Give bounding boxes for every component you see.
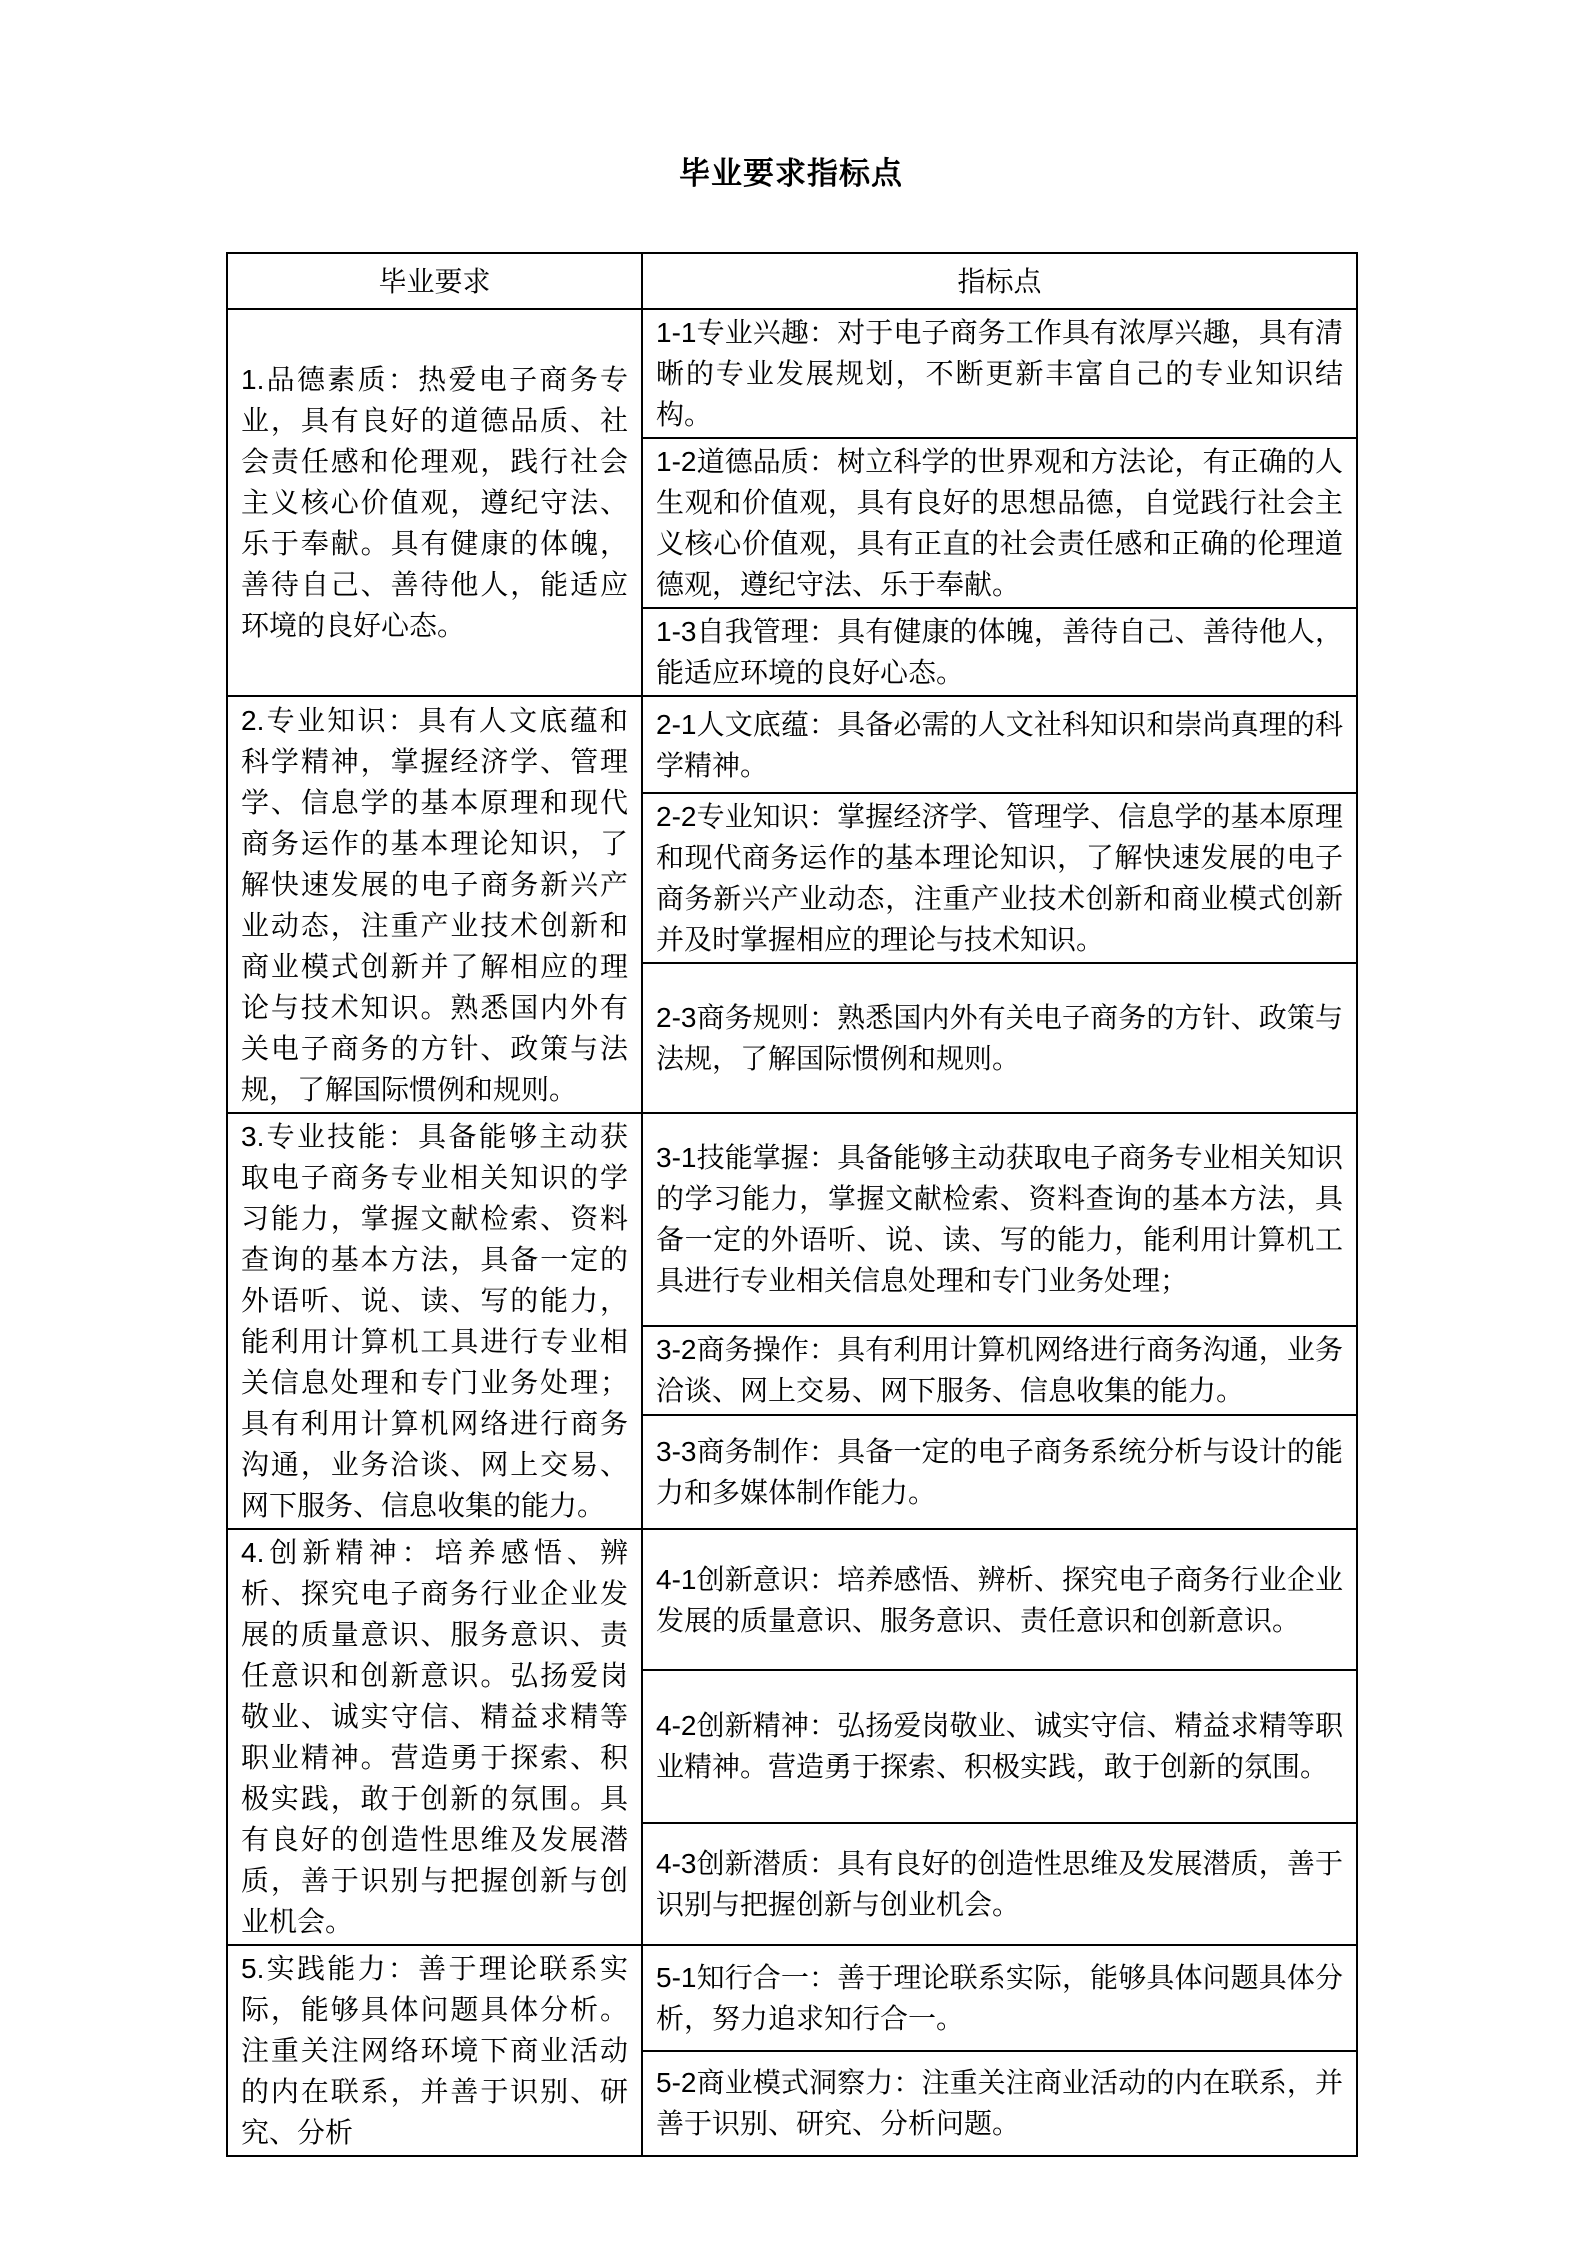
indicator-cell-3-3: 3-3商务制作：具备一定的电子商务系统分析与设计的能力和多媒体制作能力。 [642, 1415, 1357, 1529]
document-title: 毕业要求指标点 [679, 156, 903, 191]
column-header-indicators: 指标点 [642, 253, 1357, 309]
table-row [227, 309, 1357, 438]
table-row [227, 1529, 1357, 1670]
table-row [227, 1945, 1357, 2051]
header-row [227, 253, 1357, 309]
requirement-cell-2: 2.专业知识：具有人文底蕴和科学精神，掌握经济学、管理学、信息学的基本原理和现代商务运作的基本理论知识，了解快速发展的电子商务新兴产业动态，注重产业技术创新和商业模式创新并了解相应的理论与技术知识。熟悉国内外有关电子商务的方针、政策与法规，了解国际惯例和规则。 [227, 696, 642, 1113]
table-row [227, 1113, 1357, 1326]
requirement-cell-1: 1.品德素质：热爱电子商务专业，具有良好的道德品质、社会责任感和伦理观，践行社会主义核心价值观，遵纪守法、乐于奉献。具有健康的体魄，善待自己、善待他人，能适应环境的良好心态。 [227, 309, 642, 696]
column-header-requirements: 毕业要求 [227, 253, 642, 309]
indicator-cell-4-1: 4-1创新意识：培养感悟、辨析、探究电子商务行业企业发展的质量意识、服务意识、责任意识和创新意识。 [642, 1529, 1357, 1670]
indicator-cell-3-1: 3-1技能掌握：具备能够主动获取电子商务专业相关知识的学习能力，掌握文献检索、资料查询的基本方法，具备一定的外语听、说、读、写的能力，能利用计算机工具进行专业相关信息处理和专门业务处理； [642, 1113, 1357, 1326]
indicator-cell-5-2: 5-2商业模式洞察力：注重关注商业活动的内在联系，并善于识别、研究、分析问题。 [642, 2051, 1357, 2157]
indicator-cell-5-1: 5-1知行合一：善于理论联系实际，能够具体问题具体分析，努力追求知行合一。 [642, 1945, 1357, 2051]
indicator-cell-2-2: 2-2专业知识：掌握经济学、管理学、信息学的基本原理和现代商务运作的基本理论知识，了解快速发展的电子商务新兴产业动态，注重产业技术创新和商业模式创新并及时掌握相应的理论与技术知识。 [642, 793, 1357, 963]
indicator-cell-1-2: 1-2道德品质：树立科学的世界观和方法论，有正确的人生观和价值观，具有良好的思想品德，自觉践行社会主义核心价值观，具有正直的社会责任感和正确的伦理道德观，遵纪守法、乐于奉献。 [642, 438, 1357, 608]
graduation-requirements-table [226, 252, 1358, 2157]
indicator-cell-1-1: 1-1专业兴趣：对于电子商务工作具有浓厚兴趣，具有清晰的专业发展规划，不断更新丰富自己的专业知识结构。 [642, 309, 1357, 438]
requirement-cell-4: 4.创新精神：培养感悟、辨析、探究电子商务行业企业发展的质量意识、服务意识、责任意识和创新意识。弘扬爱岗敬业、诚实守信、精益求精等职业精神。营造勇于探索、积极实践，敢于创新的氛围。具有良好的创造性思维及发展潜质，善于识别与把握创新与创业机会。 [227, 1529, 642, 1945]
table-row [227, 696, 1357, 793]
indicator-cell-3-2: 3-2商务操作：具有利用计算机网络进行商务沟通，业务洽谈、网上交易、网下服务、信息收集的能力。 [642, 1326, 1357, 1415]
indicator-cell-2-1: 2-1人文底蕴：具备必需的人文社科知识和崇尚真理的科学精神。 [642, 696, 1357, 793]
indicator-cell-4-2: 4-2创新精神：弘扬爱岗敬业、诚实守信、精益求精等职业精神。营造勇于探索、积极实践，敢于创新的氛围。 [642, 1670, 1357, 1822]
indicator-cell-4-3: 4-3创新潜质：具有良好的创造性思维及发展潜质，善于识别与把握创新与创业机会。 [642, 1823, 1357, 1945]
indicator-cell-2-3: 2-3商务规则：熟悉国内外有关电子商务的方针、政策与法规，了解国际惯例和规则。 [642, 963, 1357, 1113]
requirement-cell-3: 3.专业技能：具备能够主动获取电子商务专业相关知识的学习能力，掌握文献检索、资料查询的基本方法，具备一定的外语听、说、读、写的能力，能利用计算机工具进行专业相关信息处理和专门业务处理；具有利用计算机网络进行商务沟通，业务洽谈、网上交易、网下服务、信息收集的能力。 [227, 1113, 642, 1529]
indicator-cell-1-3: 1-3自我管理：具有健康的体魄，善待自己、善待他人，能适应环境的良好心态。 [642, 608, 1357, 696]
requirement-cell-5: 5.实践能力：善于理论联系实际，能够具体问题具体分析。注重关注网络环境下商业活动的内在联系，并善于识别、研究、分析 [227, 1945, 642, 2156]
